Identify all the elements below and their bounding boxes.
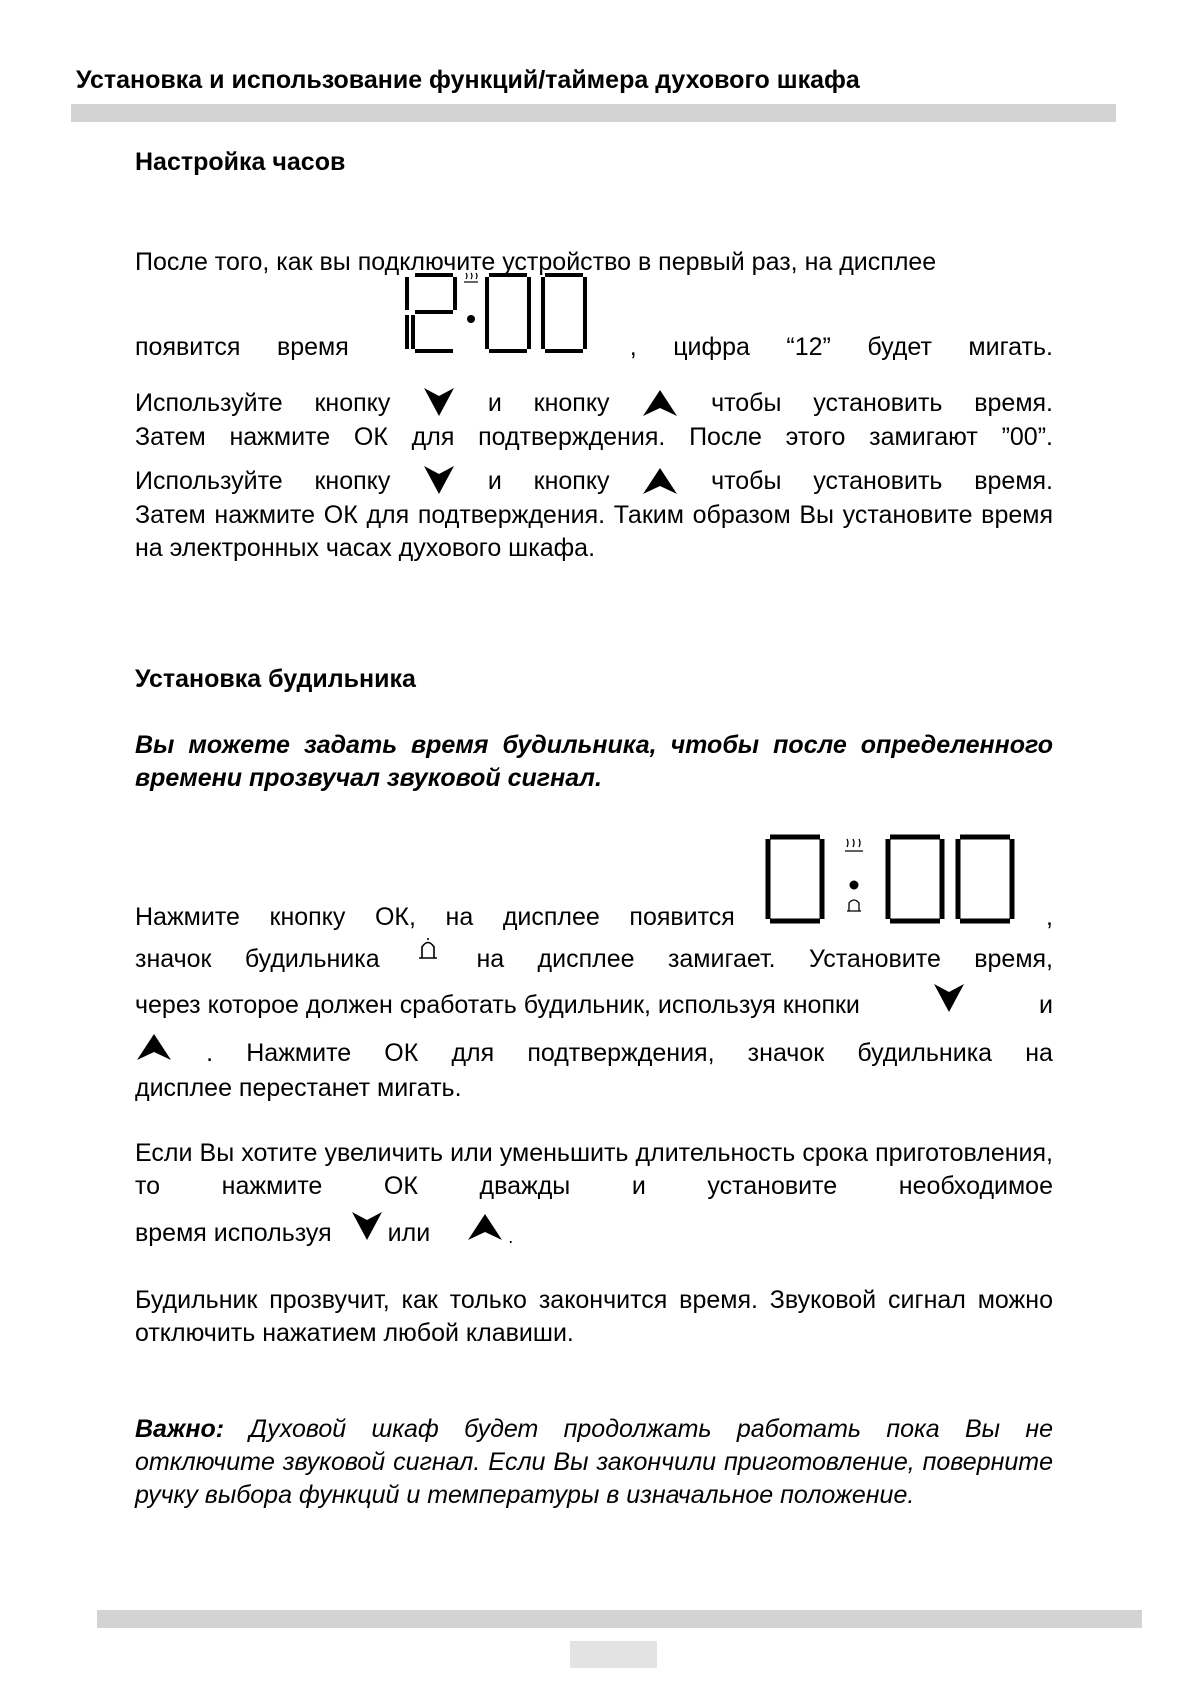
seven-segment-display-icon	[764, 833, 1016, 925]
word: ОК,	[374, 903, 416, 931]
bell-icon	[413, 936, 443, 966]
word: установить	[813, 389, 943, 417]
down-arrow-icon	[932, 982, 966, 1014]
word: на	[476, 945, 505, 973]
clock-arrows-line-2	[135, 462, 1053, 496]
word: на	[445, 903, 474, 931]
clock-display-12-00	[385, 271, 593, 362]
word: чтобы	[711, 467, 782, 495]
word: появится	[629, 903, 735, 931]
word: через которое должен сработать будильник, используя кнопки	[135, 991, 860, 1019]
alarm-arrows-line	[135, 1210, 513, 1248]
seven-segment-display-icon	[385, 271, 593, 355]
header-divider-bar	[71, 104, 1116, 122]
word: на	[1025, 1039, 1053, 1067]
word: кнопку	[533, 389, 610, 417]
alarm-paragraph-3: Будильник прозвучит, как только закончится время. Звуковой сигнал можно отключить нажатием любой клавиши.	[135, 1286, 1053, 1347]
word: Используйте	[135, 389, 283, 417]
word: ОК	[384, 1039, 419, 1067]
down-arrow-icon	[422, 386, 456, 418]
clock-section-heading: Настройка часов	[135, 148, 346, 176]
word: дисплее	[502, 903, 600, 931]
word: время.	[974, 389, 1053, 417]
word: “12”	[786, 333, 831, 361]
word: время,	[974, 945, 1053, 973]
word: время.	[974, 467, 1053, 495]
word: ,	[629, 333, 637, 361]
alarm-bell-line	[135, 940, 1053, 974]
footer-divider-bar	[97, 1610, 1142, 1628]
word: мигать.	[968, 333, 1053, 361]
word: время используя	[135, 1219, 332, 1247]
alarm-display-0-00	[764, 833, 1016, 932]
page-number-box	[570, 1641, 657, 1668]
word: время	[276, 333, 349, 361]
word: замигает.	[667, 945, 776, 973]
alarm-display-line	[135, 832, 1053, 932]
word: чтобы	[711, 389, 782, 417]
word: будильника	[244, 945, 380, 973]
word: .	[508, 1227, 514, 1247]
word: и	[1039, 991, 1053, 1019]
word: значок	[747, 1039, 825, 1067]
alarm-confirm-line	[135, 1032, 1053, 1068]
up-arrow-icon	[135, 1032, 173, 1062]
up-arrow-icon	[466, 1212, 504, 1242]
important-note	[135, 1413, 1053, 1512]
clock-arrows-line-1	[135, 384, 1053, 418]
word: кнопку	[314, 389, 391, 417]
up-arrow-icon	[641, 466, 679, 496]
alarm-display-stop-line: дисплее перестанет мигать.	[135, 1074, 462, 1102]
word: и	[487, 389, 502, 417]
clock-display-line	[135, 284, 1053, 362]
word: кнопку	[533, 467, 610, 495]
word: или	[387, 1219, 431, 1247]
word: будильника	[857, 1039, 993, 1067]
page-header-title: Установка и использование функций/таймера духового шкафа	[76, 66, 860, 94]
word: подтверждения,	[527, 1039, 715, 1067]
up-arrow-icon	[641, 388, 679, 418]
clock-confirm-line: Затем нажмите ОК для подтверждения. После этого замигают ”00”.	[135, 423, 1053, 451]
clock-paragraph-1: После того, как вы подключите устройство в первый раз, на дисплее	[135, 248, 937, 276]
word: цифра	[673, 333, 750, 361]
word: кнопку	[269, 903, 346, 931]
word: и	[487, 467, 502, 495]
down-arrow-icon	[350, 1210, 384, 1242]
alarm-intro: Вы можете задать время будильника, чтобы после определенного времени прозвучал звуковой сигнал.	[135, 731, 1053, 792]
word: для	[451, 1039, 495, 1067]
important-label: Важно:	[135, 1415, 225, 1443]
word: .	[206, 1039, 214, 1067]
word: кнопку	[314, 467, 391, 495]
word: значок	[135, 945, 212, 973]
alarm-section-heading: Установка будильника	[135, 665, 416, 693]
word: ,	[1046, 903, 1053, 931]
word: Нажмите	[246, 1039, 352, 1067]
alarm-buttons-line	[135, 986, 1053, 1020]
clock-paragraph-3: Затем нажмите ОК для подтверждения. Таким образом Вы установите время на электронных часах духового шкафа.	[135, 501, 1053, 562]
word: Установите	[809, 945, 941, 973]
important-text: Духовой шкаф будет продолжать работать пока Вы не отключите звуковой сигнал. Если Вы закончили приготовление, поверните ручку выбора функций и температуры в изначальное положение.	[135, 1415, 1053, 1509]
word: дисплее	[537, 945, 635, 973]
word: будет	[867, 333, 932, 361]
down-arrow-icon	[422, 464, 456, 496]
word: Используйте	[135, 467, 283, 495]
alarm-paragraph-2: Если Вы хотите увеличить или уменьшить длительность срока приготовления, то нажмите ОК дважды и установите необходимое	[135, 1139, 1053, 1200]
word: установить	[813, 467, 943, 495]
word: Нажмите	[135, 903, 240, 931]
word: появится	[135, 333, 241, 361]
